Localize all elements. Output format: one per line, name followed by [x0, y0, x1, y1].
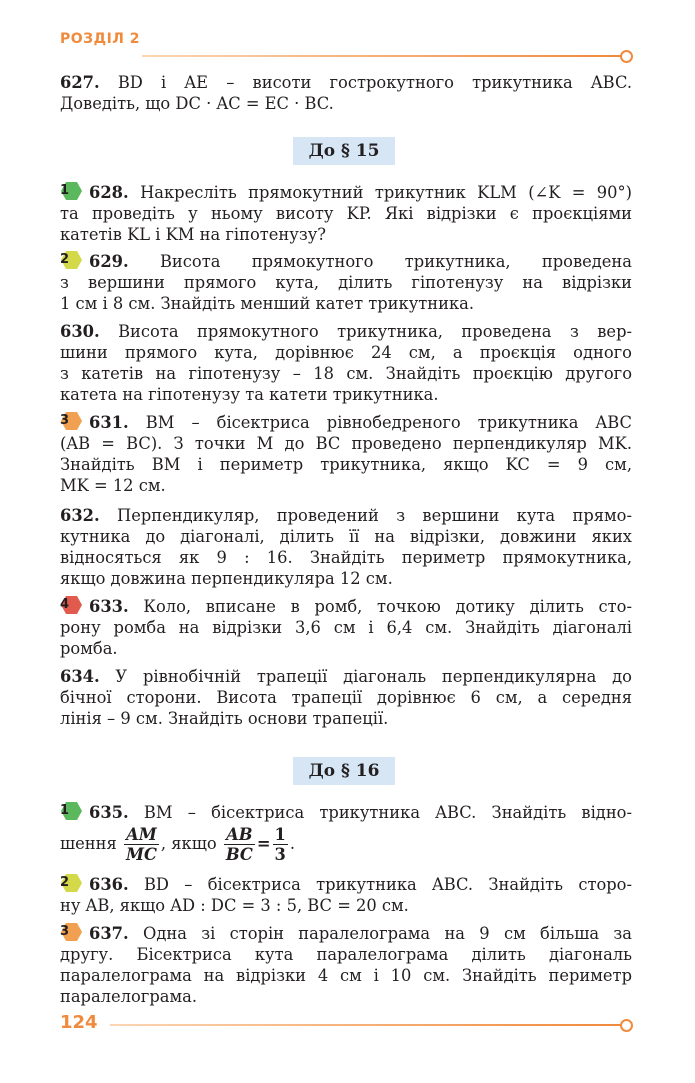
problem-text: паралелограма на відрізки 4 см і 10 см. Знайдіть периметр: [60, 966, 632, 985]
problem-text: та проведіть у ньому висоту KP. Які відрізки є проєкціями: [60, 204, 632, 223]
equals-sign: =: [256, 834, 271, 853]
level-2-icon: 2: [60, 250, 83, 270]
page-number: 124: [60, 1012, 98, 1033]
problem-text: рону ромба на відрізки 3,6 см і 6,4 см. Знайдіть діагоналі: [60, 618, 632, 637]
level-3-icon: 3: [60, 411, 83, 431]
problem-637: [60, 922, 632, 1007]
problem-text: BM – бісектриса рівнобедреного трикутника ABC: [145, 413, 632, 432]
section-heading-15: До § 15: [293, 137, 395, 165]
problem-text: BM – бісектриса трикутника ABC. Знайдіть відно-: [143, 803, 632, 822]
problem-text: з вершини прямого кута, ділить гіпотенузу на відрізки: [60, 273, 632, 292]
problem-text: кутника до діагоналі, ділить її на відрізки, довжини яких: [60, 527, 632, 546]
problem-number: 634.: [60, 667, 100, 686]
problem-627: [60, 72, 632, 114]
problem-text: , якщо: [160, 834, 217, 853]
problem-text: MK = 12 см.: [60, 476, 166, 495]
problem-636: [60, 873, 632, 916]
problem-number: 627.: [60, 73, 100, 92]
problem-text: другу. Бісектриса кута паралелограма ділить діагональ: [60, 945, 632, 964]
problem-text: Доведіть, що DC · AC = EC · BC.: [60, 94, 334, 113]
problem-text: паралелограма.: [60, 987, 198, 1006]
problem-number: 630.: [60, 322, 100, 341]
problem-number: 632.: [60, 506, 100, 525]
problem-text: Накресліть прямокутний трикутник KLM (∠K = 90°): [140, 183, 632, 202]
problem-632: [60, 505, 632, 589]
problem-number: 633.: [89, 597, 129, 616]
level-3-icon: 3: [60, 922, 83, 942]
problem-text: Висота прямокутного трикутника, проведена: [159, 252, 632, 271]
problem-text: .: [289, 834, 296, 853]
problem-number: 636.: [89, 875, 129, 894]
problem-text: BD і AE – висоти гострокутного трикутника ABC.: [117, 73, 632, 92]
problem-text: катетів KL і KM на гіпотенузу?: [60, 225, 327, 244]
level-1-icon: 1: [60, 181, 83, 201]
problem-text: BD – бісектриса трикутника ABC. Знайдіть сторо-: [143, 875, 632, 894]
header-rule: [142, 55, 622, 57]
problem-text: бічної сторони. Висота трапеції дорівнює 6 см, а середня: [60, 688, 632, 707]
problem-text: катета на гіпотенузу та катети трикутника.: [60, 385, 439, 404]
problem-text: У рівнобічній трапеції діагональ перпендикулярна до: [115, 667, 632, 686]
fraction-am-mc: $\frac{AM}{MC}$: [125, 825, 157, 864]
level-4-icon: 4: [60, 595, 83, 615]
problem-text: шини прямого кута, дорівнює 24 см, а проєкція одного: [60, 343, 632, 362]
problem-number: 629.: [89, 252, 129, 271]
problem-633: [60, 595, 632, 659]
problem-text: якщо довжина перпендикуляра 12 см.: [60, 569, 393, 588]
header-section-label: РОЗДІЛ 2: [60, 31, 141, 47]
problem-text: з катетів на гіпотенузу – 18 см. Знайдіть проєкцію другого: [60, 364, 632, 383]
footer-rule: [110, 1024, 622, 1026]
problem-text: ну AB, якщо AD : DC = 3 : 5, BC = 20 см.: [60, 896, 409, 915]
problem-text: Одна зі сторін паралелограма на 9 см більша за: [142, 924, 632, 943]
problem-text: (AB = BC). З точки M до BC проведено перпендикуляр MK.: [60, 434, 632, 453]
problem-text: Знайдіть BM і периметр трикутника, якщо KC = 9 см,: [60, 455, 632, 474]
level-1-icon: 1: [60, 801, 83, 821]
level-2-icon: 2: [60, 873, 83, 893]
fraction-ab-bc: $\frac{AB}{BC}$: [225, 825, 253, 864]
section-heading-16: До § 16: [293, 757, 395, 785]
problem-629: [60, 250, 632, 314]
fraction-one-third: $\frac{1}{3}$: [274, 825, 286, 864]
problem-631: [60, 411, 632, 496]
problem-text: Коло, вписане в ромб, точкою дотику ділить сто-: [143, 597, 632, 616]
problem-630: [60, 321, 632, 405]
problem-number: 635.: [89, 803, 129, 822]
footer-ring: [620, 1019, 633, 1032]
problem-text: лінія – 9 см. Знайдіть основи трапеції.: [60, 709, 389, 728]
problem-number: 637.: [89, 924, 129, 943]
problem-628: [60, 181, 632, 245]
header-ring: [620, 50, 633, 63]
problem-text: відносяться як 9 : 16. Знайдіть периметр прямокутника,: [60, 548, 632, 567]
problem-number: 631.: [89, 413, 129, 432]
problem-text: Висота прямокутного трикутника, проведена з вер-: [118, 322, 632, 341]
problem-text: 1 см і 8 см. Знайдіть менший катет трикутника.: [60, 294, 475, 313]
problem-text: ромба.: [60, 639, 118, 658]
problem-text: Перпендикуляр, проведений з вершини кута прямо-: [117, 506, 632, 525]
problem-634: [60, 666, 632, 729]
problem-635: [60, 801, 632, 864]
problem-text: шення: [60, 834, 117, 853]
problem-number: 628.: [89, 183, 129, 202]
